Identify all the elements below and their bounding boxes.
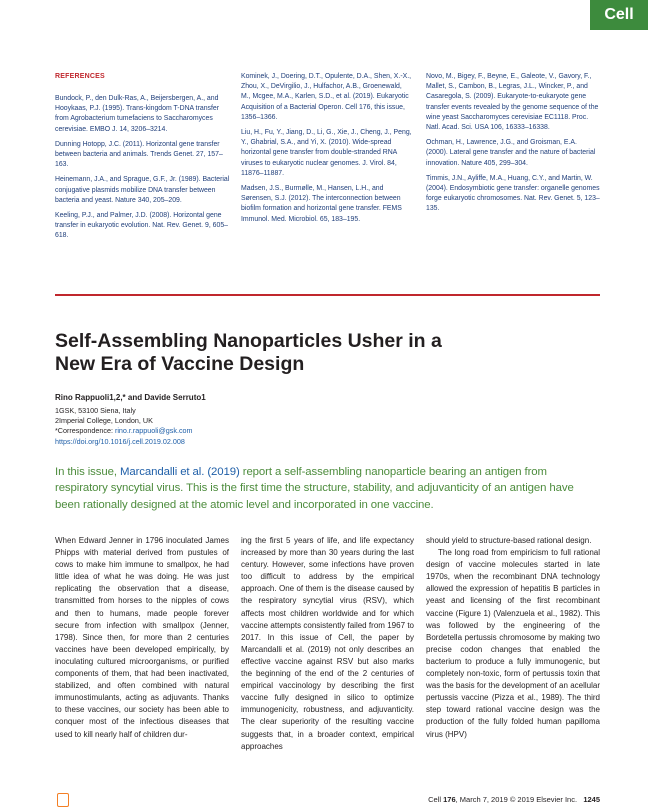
references-column-3 bbox=[426, 72, 600, 220]
reference-item: Novo, M., Bigey, F., Beyne, E., Galeote, V., Gavory, F., Mallet, S., Cambon, B., Legras, J.L., Wincker, P., and Casaregola, S. (2009). Eukaryote-to-eukaryote gene transfer events revealed by the genome sequence of the wine yeast Saccharomyces cerevisiae EC1118. Proc. Natl. Acad. Sci. USA 106, 16333–16338. bbox=[426, 73, 599, 132]
affiliations bbox=[55, 406, 193, 447]
article-title: Self-Assembling Nanoparticles Usher in a New Era of Vaccine Design bbox=[55, 330, 442, 375]
body-column-3 bbox=[426, 535, 600, 741]
correspondence-line: *Correspondence: rino.r.rappuoli@gsk.com bbox=[55, 426, 193, 436]
reference-item: Dunning Hotopp, J.C. (2011). Horizontal gene transfer between bacteria and animals. Trends Genet. 27, 157–163. bbox=[55, 140, 223, 169]
reference-item: Liu, H., Fu, Y., Jiang, D., Li, G., Xie, J., Cheng, J., Peng, Y., Ghabrial, S.A., and Yi, X. (2010). Wide-spread horizontal gene transfer from double-stranded RNA viruses to eukaryotic nuclear genomes. J. Virol. 84, 11876–11887. bbox=[241, 129, 412, 177]
section-divider bbox=[55, 294, 600, 296]
affiliation-line: 1GSK, 53100 Siena, Italy bbox=[55, 406, 136, 415]
references-column-2 bbox=[241, 72, 413, 230]
elsevier-logo-icon bbox=[57, 793, 69, 807]
body-paragraph: should yield to structure-based rational design. bbox=[426, 536, 592, 545]
reference-item: Ochman, H., Lawrence, J.G., and Groisman, E.A. (2000). Lateral gene transfer and the nature of bacterial innovation. Nature 405, 299–304. bbox=[426, 139, 596, 167]
affiliation-line: 2Imperial College, London, UK bbox=[55, 416, 153, 426]
article-authors: Rino Rappuoli1,2,* and Davide Serruto1 bbox=[55, 393, 206, 402]
reference-item: Madsen, J.S., Burmølle, M., Hansen, L.H., and Sørensen, S.J. (2012). The interconnection between biofilm formation and horizontal gene transfer. FEMS Immunol. Med. Microbiol. 65, 183–195. bbox=[241, 185, 402, 223]
doi-link[interactable]: https://doi.org/10.1016/j.cell.2019.02.008 bbox=[55, 436, 185, 446]
body-column-2 bbox=[241, 535, 414, 753]
body-paragraph: When Edward Jenner in 1796 inoculated James Phipps with material derived from pustules of cows to make him immune to smallpox, he had little idea of what he was doing. He was just replicating the observation that a disease, transmitted from horses to the nipples of cows and then to humans, made people forever secure from infection with smallpox (Jenner, 1798). Since then, for more than 2 centuries vaccines have been developed empirically, by inoculating cultured microorganisms, or purified components of them, that had been inactivated, stabilized, and often combined with natural immunostimulants, acting as adjuvants. Thanks to these vaccines, our society has been able to conquer most of the infectious diseases that used to kill nearly half of children dur- bbox=[55, 536, 229, 739]
reference-item: Kominek, J., Doering, D.T., Opulente, D.A., Shen, X.-X., Zhou, X., DeVirgilio, J., Hulfachor, A.B., Groenewald, M., Mcgee, M.A., Karlen, S.D., et al. (2019). Eukaryotic Acquisition of a Bacterial Operon. Cell 176, this issue, 1356–1366. bbox=[241, 73, 412, 121]
page-number: 1245 bbox=[583, 795, 600, 804]
body-paragraph: ing the first 5 years of life, and life expectancy increased by more than 30 years during the last century. However, some infections have proven too difficult to address by the empirical approach. One of them is the disease caused by the respiratory syncytial virus (RSV), which affects most children worldwide and for which vaccine attempts consistently failed from 1967 to 2017. In this issue of Cell, the paper by Marcandalli et al. (2019) not only describes an effective vaccine against RSV but also marks the beginning of the end of the 2 centuries of empirical vaccinology by describing the first vaccine fully designed in silico to optimize immunogenicity, robustness, and adjuvanticity. The clear superiority of the resulting vaccine suggests that, in a broader context, empirical approaches bbox=[241, 536, 414, 751]
reference-item: Timmis, J.N., Ayliffe, M.A., Huang, C.Y., and Martin, W. (2004). Endosymbiotic gene transfer: organelle genomes forge eukaryotic chromosomes. Nat. Rev. Genet. 5, 123–135. bbox=[426, 174, 600, 213]
body-column-1 bbox=[55, 535, 229, 741]
abstract-citation-link[interactable]: Marcandalli et al. (2019) bbox=[119, 466, 240, 478]
correspondence-email-link[interactable]: rino.r.rappuoli@gsk.com bbox=[114, 426, 193, 436]
reference-item: Bundock, P., den Dulk-Ras, A., Beijersbergen, A., and Hooykaas, P.J. (1995). Trans-kingdom T-DNA transfer from Agrobacterium tumefaciens to Saccharomyces cerevisiae. EMBO J. 14, 3206–3214. bbox=[55, 95, 220, 133]
references-column-1 bbox=[55, 72, 230, 247]
body-paragraph: The long road from empiricism to full rational design of vaccine molecules started in late 1970s, when the recombinant DNA technology allowed the expression of hepatitis B particles in yeast and licensing of the first recombinant vaccine (Figure 1) (Valenzuela et al., 1982). This was followed by the engineering of the Bordetella pertussis chromosome by making two precise codon changes that enabled the bacterium to produce a fully immunogenic, but completely non-toxic, form of pertussis toxin that was the basis for the development of an acellular pertussis vaccine (Pizza et al., 1989). The third step toward rational vaccine design was the production of the fully folded human papilloma virus (HPV) bbox=[426, 548, 600, 739]
page-footer: Cell 176, March 7, 2019 © 2019 Elsevier Inc. 1245 bbox=[428, 795, 600, 804]
article-abstract: In this issue, Marcandalli et al. (2019) report a self-assembling nanoparticle bearing an antigen from respiratory syncytial virus. This is the first time the structure, stability, and adjuvanticity of an antigen have been rationally designed at the atomic level and incorporated in one vaccine. bbox=[55, 466, 574, 511]
cell-journal-logo: Cell bbox=[590, 0, 648, 30]
references-heading: REFERENCES bbox=[55, 73, 105, 80]
reference-item: Heinemann, J.A., and Sprague, G.F., Jr. (1989). Bacterial conjugative plasmids mobilize DNA transfer between bacteria and yeast. Nature 340, 205–209. bbox=[55, 176, 230, 204]
reference-item: Keeling, P.J., and Palmer, J.D. (2008). Horizontal gene transfer in eukaryotic evolution. Nat. Rev. Genet. 9, 605–618. bbox=[55, 212, 228, 240]
